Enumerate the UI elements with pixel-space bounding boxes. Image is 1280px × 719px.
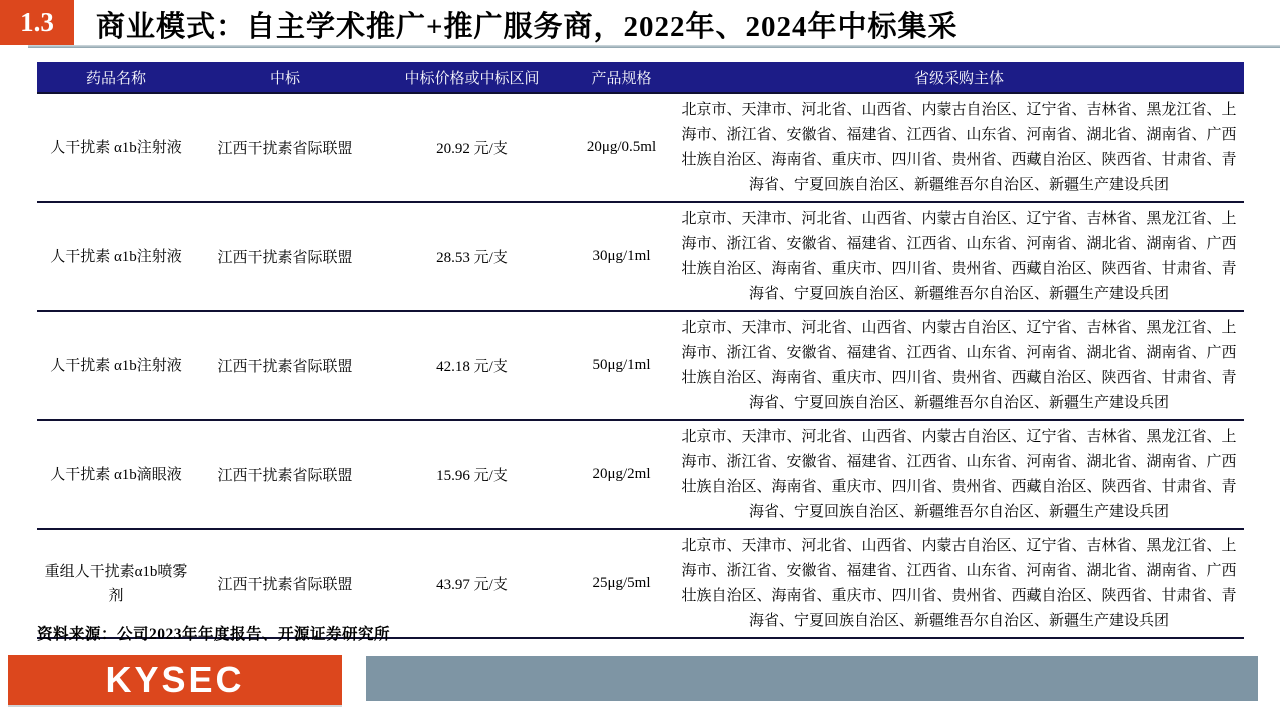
table-body (37, 93, 1244, 638)
bid-price-cell: 42.18 元/支 (375, 311, 569, 420)
table-row (37, 202, 1244, 311)
col-header-product-spec: 产品规格 (569, 62, 674, 93)
bottom-accent-bar (366, 656, 1258, 701)
bid-winner-cell: 江西干扰素省际联盟 (195, 202, 375, 311)
title-underline (28, 45, 1280, 48)
product-spec-cell: 25μg/5ml (569, 529, 674, 638)
section-number: 1.3 (20, 7, 54, 37)
procurement-table (37, 62, 1244, 639)
table-row (37, 420, 1244, 529)
drug-name-cell: 人干扰素 α1b滴眼液 (37, 420, 195, 529)
col-header-provinces: 省级采购主体 (674, 62, 1244, 93)
table-row (37, 93, 1244, 202)
table-row (37, 311, 1244, 420)
drug-name-cell: 人干扰素 α1b注射液 (37, 93, 195, 202)
drug-name-cell: 人干扰素 α1b注射液 (37, 311, 195, 420)
kysec-logo (8, 655, 342, 705)
col-header-drug-name: 药品名称 (37, 62, 195, 93)
provinces-cell: 北京市、天津市、河北省、山西省、内蒙古自治区、辽宁省、吉林省、黑龙江省、上海市、浙江省、安徽省、福建省、江西省、山东省、河南省、湖北省、湖南省、广西壮族自治区、海南省、重庆市、四川省、贵州省、西藏自治区、陕西省、甘肃省、青海省、宁夏回族自治区、新疆维吾尔自治区、新疆生产建设兵团 (674, 311, 1244, 420)
provinces-cell: 北京市、天津市、河北省、山西省、内蒙古自治区、辽宁省、吉林省、黑龙江省、上海市、浙江省、安徽省、福建省、江西省、山东省、河南省、湖北省、湖南省、广西壮族自治区、海南省、重庆市、四川省、贵州省、西藏自治区、陕西省、甘肃省、青海省、宁夏回族自治区、新疆维吾尔自治区、新疆生产建设兵团 (674, 93, 1244, 202)
section-number-badge (0, 0, 74, 45)
page-title: 商业模式：自主学术推广+推广服务商，2022年、2024年中标集采 (96, 11, 958, 43)
bid-price-cell: 20.92 元/支 (375, 93, 569, 202)
col-header-bid-price: 中标价格或中标区间 (375, 62, 569, 93)
bid-price-cell: 43.97 元/支 (375, 529, 569, 638)
bid-price-cell: 15.96 元/支 (375, 420, 569, 529)
source-note: 资料来源：公司2023年年度报告、开源证券研究所 (37, 626, 391, 643)
bid-winner-cell: 江西干扰素省际联盟 (195, 311, 375, 420)
bid-winner-cell: 江西干扰素省际联盟 (195, 529, 375, 638)
product-spec-cell: 20μg/0.5ml (569, 93, 674, 202)
product-spec-cell: 30μg/1ml (569, 202, 674, 311)
col-header-bid-winner: 中标 (195, 62, 375, 93)
provinces-cell: 北京市、天津市、河北省、山西省、内蒙古自治区、辽宁省、吉林省、黑龙江省、上海市、浙江省、安徽省、福建省、江西省、山东省、河南省、湖北省、湖南省、广西壮族自治区、海南省、重庆市、四川省、贵州省、西藏自治区、陕西省、甘肃省、青海省、宁夏回族自治区、新疆维吾尔自治区、新疆生产建设兵团 (674, 420, 1244, 529)
bid-winner-cell: 江西干扰素省际联盟 (195, 93, 375, 202)
kysec-logo-text: KYSEC (105, 659, 245, 700)
table-header-row (37, 62, 1244, 93)
bid-winner-cell: 江西干扰素省际联盟 (195, 420, 375, 529)
product-spec-cell: 20μg/2ml (569, 420, 674, 529)
bid-price-cell: 28.53 元/支 (375, 202, 569, 311)
provinces-cell: 北京市、天津市、河北省、山西省、内蒙古自治区、辽宁省、吉林省、黑龙江省、上海市、浙江省、安徽省、福建省、江西省、山东省、河南省、湖北省、湖南省、广西壮族自治区、海南省、重庆市、四川省、贵州省、西藏自治区、陕西省、甘肃省、青海省、宁夏回族自治区、新疆维吾尔自治区、新疆生产建设兵团 (674, 202, 1244, 311)
product-spec-cell: 50μg/1ml (569, 311, 674, 420)
drug-name-cell: 重组人干扰素α1b喷雾剂 (37, 529, 195, 638)
provinces-cell: 北京市、天津市、河北省、山西省、内蒙古自治区、辽宁省、吉林省、黑龙江省、上海市、浙江省、安徽省、福建省、江西省、山东省、河南省、湖北省、湖南省、广西壮族自治区、海南省、重庆市、四川省、贵州省、西藏自治区、陕西省、甘肃省、青海省、宁夏回族自治区、新疆维吾尔自治区、新疆生产建设兵团 (674, 529, 1244, 638)
drug-name-cell: 人干扰素 α1b注射液 (37, 202, 195, 311)
